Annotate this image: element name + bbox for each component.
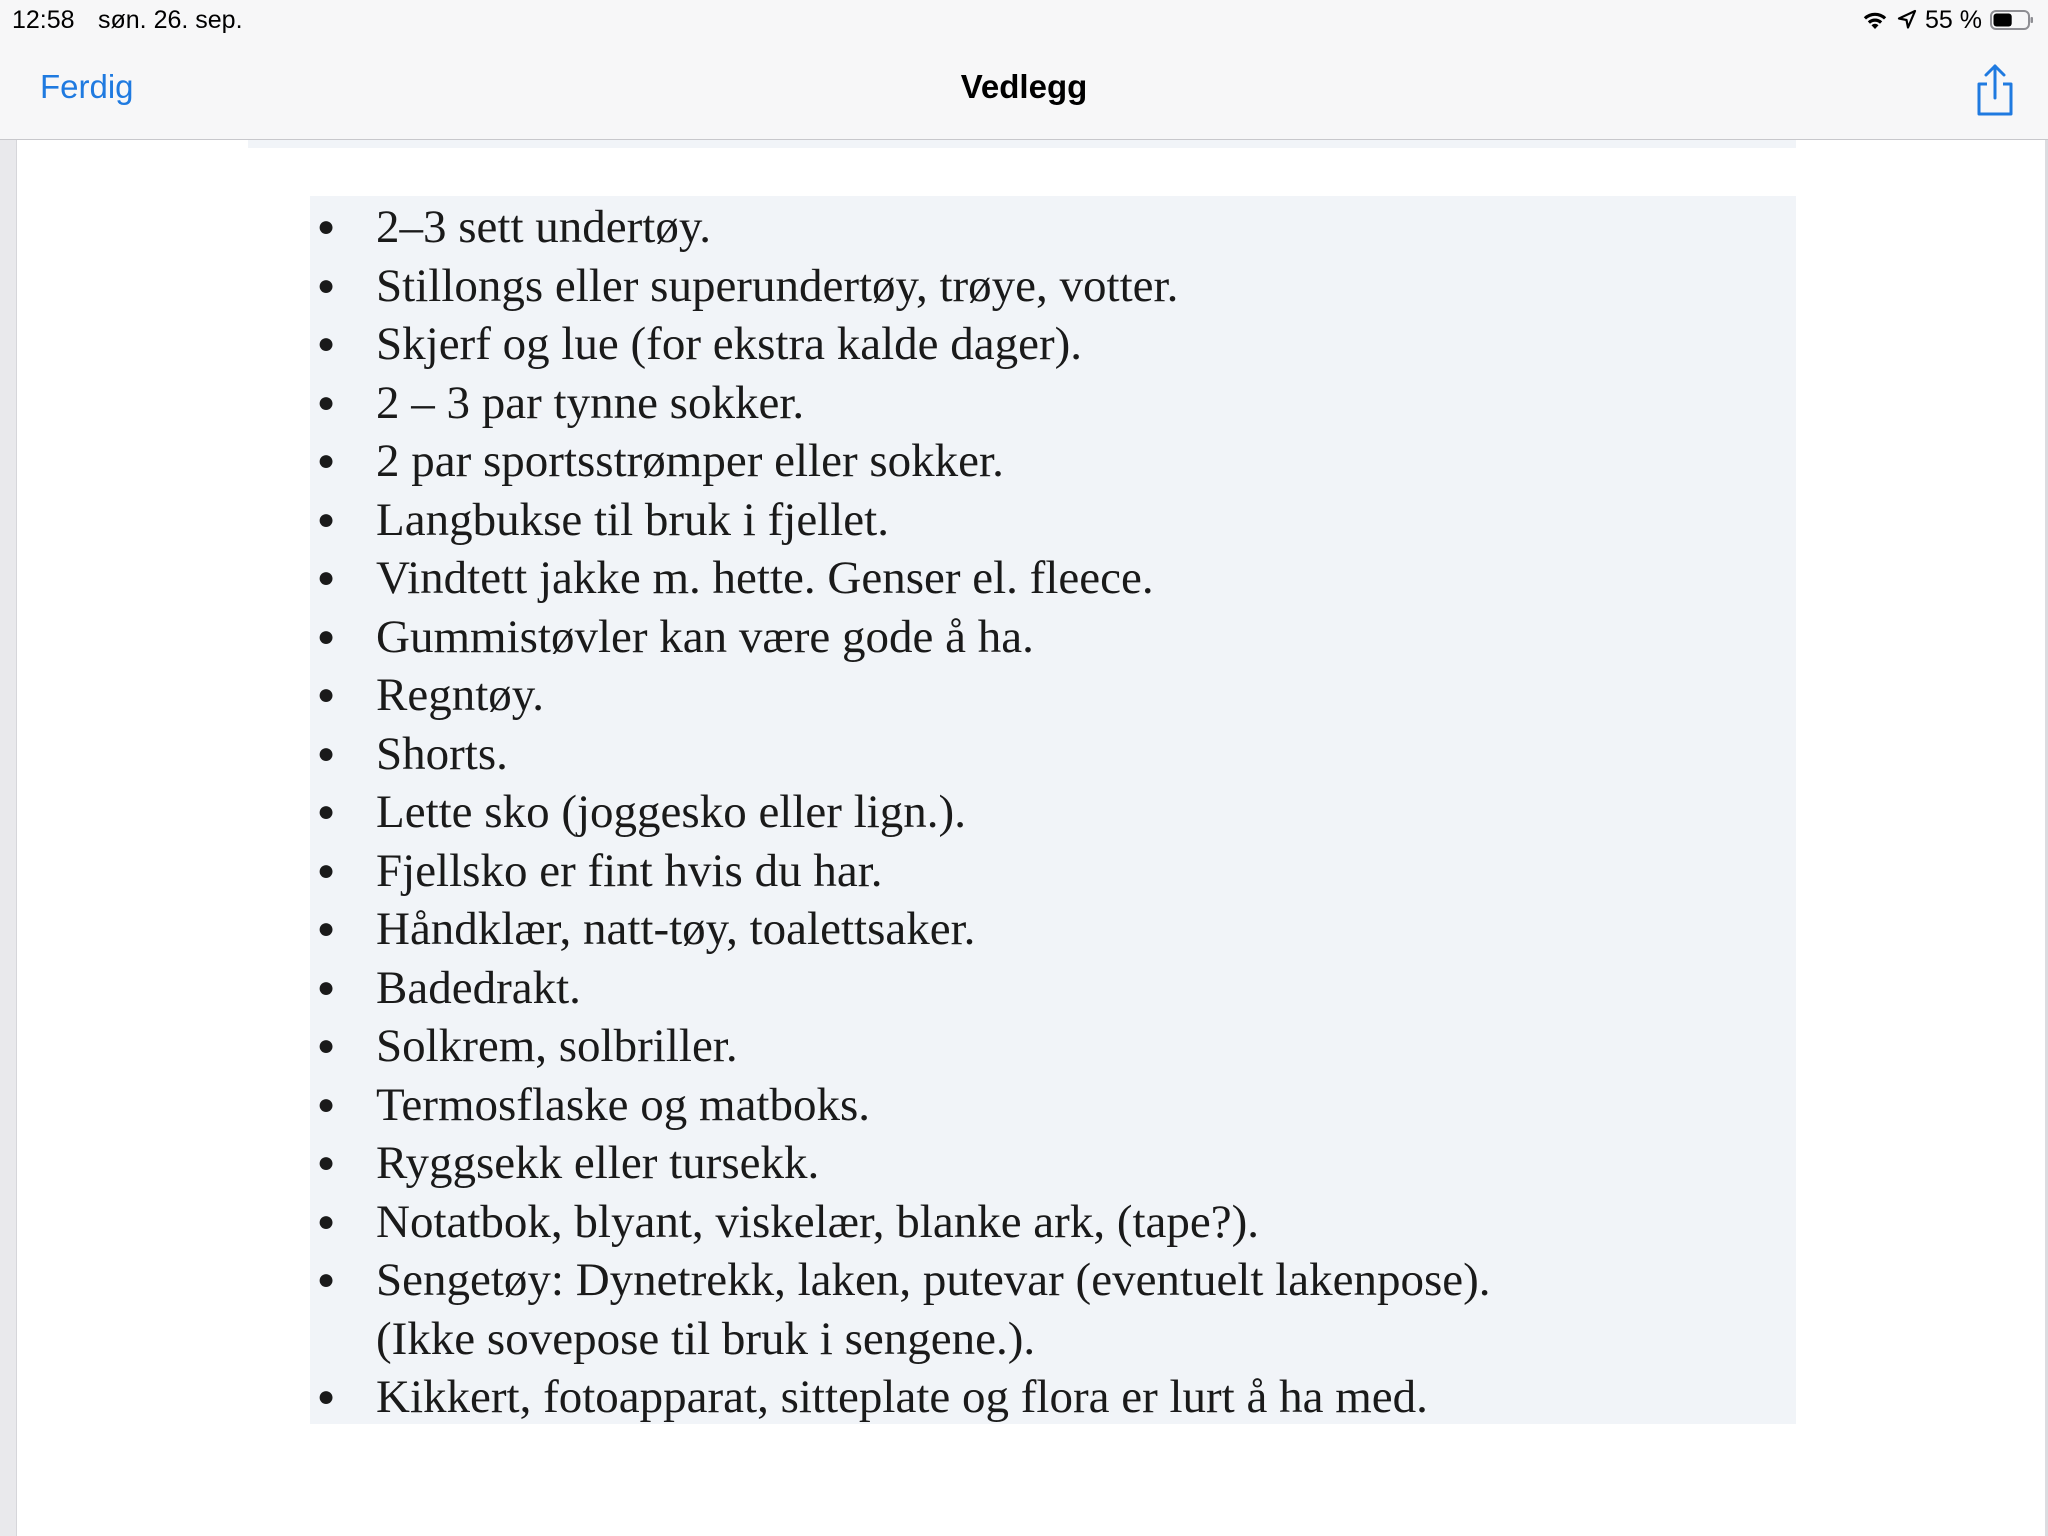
list-item (310, 1134, 1796, 1193)
bullet-icon: ● (317, 1380, 336, 1413)
bullet-icon: ● (317, 268, 336, 302)
list-item (310, 549, 1796, 608)
navigation-bar (0, 40, 2048, 140)
scroll-edge-left (0, 140, 17, 1536)
list-item-text: 2–3 sett undertøy. (376, 201, 712, 253)
list-item (310, 842, 1796, 901)
bullet-icon: ● (317, 385, 336, 419)
bullet-icon: ● (317, 795, 336, 828)
list-item-text: Stillongs eller superundertøy, trøye, votter. (376, 259, 1179, 312)
list-item (310, 900, 1796, 959)
previous-page-edge (248, 140, 1796, 148)
bullet-icon: ● (317, 327, 336, 360)
list-item (310, 432, 1796, 491)
bullet-icon: ● (317, 970, 336, 1004)
battery-percentage: 55 % (1925, 5, 1982, 34)
status-date: søn. 26. sep. (98, 6, 243, 34)
status-bar (0, 0, 2048, 40)
list-item-text: Solkrem, solbriller. (376, 1020, 738, 1072)
list-item-text: Håndklær, natt-tøy, toalettsaker. (376, 903, 976, 955)
bullet-icon: ● (317, 678, 336, 711)
wifi-icon (1861, 9, 1889, 31)
list-item (310, 725, 1796, 784)
list-item (310, 1076, 1796, 1135)
list-item-text: Notatbok, blyant, viskelær, blanke ark, (tape?). (376, 1195, 1260, 1248)
bullet-icon: ● (317, 853, 336, 887)
list-item-text: Shorts. (376, 727, 508, 780)
list-item-text: Sengetøy: Dynetrekk, laken, putevar (eventuelt lakenpose). (376, 1254, 1491, 1306)
list-item-text: 2 – 3 par tynne sokker. (376, 376, 805, 429)
list-item (310, 959, 1796, 1018)
list-item (310, 315, 1796, 374)
list-item-text: Gummistøvler kan være gode å ha. (376, 610, 1034, 663)
bullet-icon: ● (317, 561, 336, 594)
list-item-text: Skjerf og lue (for ekstra kalde dager). (376, 318, 1083, 370)
bullet-icon: ● (317, 210, 336, 243)
bullet-icon: ● (317, 502, 336, 536)
list-item-text: Kikkert, fotoapparat, sitteplate og flora er lurt å ha med. (376, 1371, 1428, 1423)
page-title: Vedlegg (960, 68, 1088, 105)
status-time: 12:58 (12, 6, 75, 34)
list-item-text: Vindtett jakke m. hette. Genser el. fleece. (376, 552, 1154, 604)
bullet-icon: ● (317, 444, 336, 477)
list-item-text: Lette sko (joggesko eller lign.). (376, 786, 966, 838)
list-item-text: Regntøy. (376, 669, 544, 721)
bullet-icon: ● (317, 1087, 336, 1121)
share-button[interactable] (1972, 62, 2018, 118)
attachment-viewer[interactable] (0, 140, 2048, 1536)
list-item-text: Langbukse til bruk i fjellet. (376, 493, 889, 546)
list-item-text: Ryggsekk eller tursekk. (376, 1137, 820, 1189)
list-item-text: (Ikke sovepose til bruk i sengene.). (376, 1312, 1036, 1365)
list-item (310, 374, 1796, 433)
list-item-text: Badedrakt. (376, 961, 581, 1014)
bullet-icon: ● (317, 1146, 336, 1179)
list-item (310, 783, 1796, 842)
list-item (310, 1251, 1796, 1368)
status-indicators (1861, 4, 2034, 36)
packing-list (310, 198, 1796, 1427)
battery-icon (1990, 9, 2034, 31)
done-button[interactable]: Ferdig (40, 68, 134, 105)
packing-list-section (310, 196, 1796, 1424)
list-item-text: Fjellsko er fint hvis du har. (376, 844, 883, 897)
bullet-icon: ● (317, 619, 336, 653)
bullet-icon: ● (317, 736, 336, 770)
location-arrow-icon (1897, 9, 1917, 31)
list-item-text: Termosflaske og matboks. (376, 1078, 871, 1131)
list-item (310, 257, 1796, 316)
list-item (310, 1017, 1796, 1076)
list-item-text: 2 par sportsstrømper eller sokker. (376, 435, 1004, 487)
bullet-icon: ● (317, 1204, 336, 1238)
bullet-icon: ● (317, 912, 336, 945)
share-icon (1972, 105, 2018, 122)
list-item (310, 608, 1796, 667)
list-item (310, 198, 1796, 257)
list-item (310, 1193, 1796, 1252)
list-item (310, 1368, 1796, 1427)
bullet-icon: ● (317, 1029, 336, 1062)
bullet-icon: ● (317, 1263, 336, 1296)
list-item (310, 491, 1796, 550)
list-item (310, 666, 1796, 725)
